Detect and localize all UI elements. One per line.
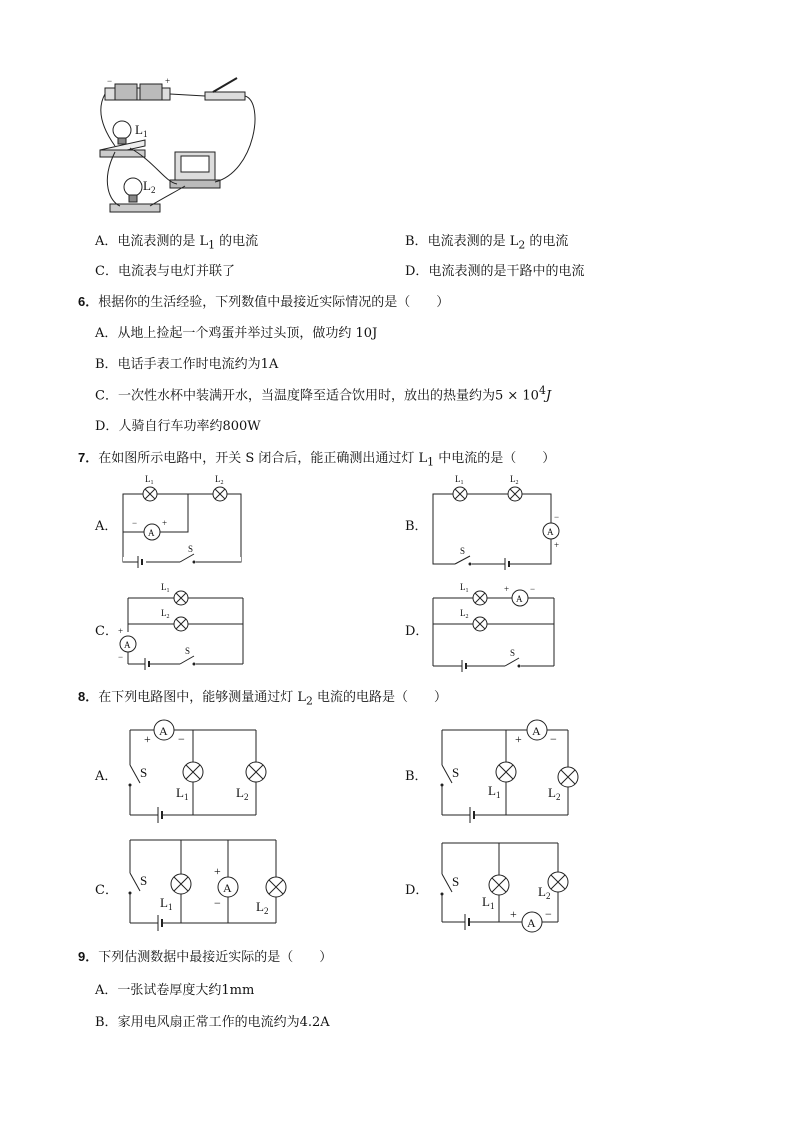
svg-text:L2: $L_2$ bbox=[548, 785, 561, 802]
svg-text:−: − bbox=[118, 652, 124, 662]
q8-circuit-a bbox=[118, 715, 268, 827]
svg-text:−: − bbox=[530, 584, 536, 594]
svg-text:+: + bbox=[554, 540, 560, 550]
svg-text:+: + bbox=[165, 76, 171, 86]
svg-text:L1: $L_1$ bbox=[460, 582, 469, 594]
q5-option-b[interactable]: B．电流表测的是 $L_2$ 的电流 bbox=[405, 234, 569, 252]
svg-text:A: A bbox=[527, 916, 536, 930]
q7-circuit-b bbox=[430, 472, 560, 572]
svg-text:L1: $L_1$ bbox=[135, 122, 148, 139]
svg-text:L2: $L_2$ bbox=[215, 474, 224, 486]
svg-text:L1: $L_1$ bbox=[482, 894, 495, 911]
svg-text:S: S bbox=[188, 544, 194, 554]
q9-option-a[interactable]: A．一张试卷厚度大约1mm bbox=[95, 983, 255, 998]
q8-circuit-c bbox=[118, 835, 283, 935]
svg-text:L1: $L_1$ bbox=[161, 582, 170, 594]
svg-text:L1: $L_1$ bbox=[160, 895, 173, 912]
svg-text:+: + bbox=[162, 518, 168, 528]
svg-text:−: − bbox=[132, 518, 138, 528]
q8-option-b-letter[interactable]: B． bbox=[405, 769, 428, 784]
q7-option-a-letter[interactable]: A． bbox=[95, 519, 118, 534]
svg-text:S: S bbox=[185, 646, 191, 656]
svg-text:S: S bbox=[452, 874, 460, 889]
svg-text:L2: $L_2$ bbox=[143, 178, 156, 195]
q8-option-a-letter[interactable]: A． bbox=[95, 769, 118, 784]
svg-text:+: + bbox=[510, 907, 517, 921]
q7-circuit-c bbox=[115, 580, 250, 670]
q5-option-d[interactable]: D．电流表测的是干路中的电流 bbox=[405, 264, 585, 279]
svg-text:−: − bbox=[545, 907, 552, 921]
svg-text:+: + bbox=[144, 732, 151, 746]
svg-text:A: A bbox=[223, 881, 232, 895]
svg-text:+: + bbox=[118, 626, 124, 636]
q9-stem: 9．下列估测数据中最接近实际的是（ ） bbox=[78, 949, 333, 965]
q8-circuit-b bbox=[430, 715, 580, 827]
svg-text:−: − bbox=[550, 732, 557, 746]
svg-text:S: S bbox=[460, 546, 466, 556]
svg-text:+: + bbox=[214, 864, 221, 878]
q6-option-a[interactable]: A．从地上捡起一个鸡蛋并举过头顶，做功约 10J bbox=[95, 326, 378, 341]
svg-text:S: S bbox=[452, 765, 460, 780]
q7-circuit-d bbox=[430, 580, 560, 670]
q7-option-c-letter[interactable]: C． bbox=[95, 624, 118, 639]
q5-l1-label: L bbox=[135, 122, 143, 137]
q5-option-c[interactable]: C．电流表与电灯并联了 bbox=[95, 264, 235, 279]
q6-stem: 6．根据你的生活经验，下列数值中最接近实际情况的是（ ） bbox=[78, 294, 450, 310]
svg-text:L1: $L_1$ bbox=[176, 785, 189, 802]
svg-text:L2: $L_2$ bbox=[161, 608, 170, 620]
q5-circuit-figure bbox=[95, 72, 285, 222]
q8-option-d-letter[interactable]: D． bbox=[405, 883, 429, 898]
svg-text:A: A bbox=[148, 528, 155, 538]
svg-text:L1: $L_1$ bbox=[488, 783, 501, 800]
q6-option-d[interactable]: D．人骑自行车功率约800W bbox=[95, 419, 261, 434]
q8-stem: 8．在下列电路图中，能够测量通过灯 $L_2$ 电流的电路是（ ） bbox=[78, 689, 448, 708]
svg-text:A: A bbox=[124, 640, 131, 650]
svg-text:L1: $L_1$ bbox=[145, 474, 154, 486]
q7-option-b-letter[interactable]: B． bbox=[405, 519, 428, 534]
svg-text:−: − bbox=[178, 732, 185, 746]
svg-text:+: + bbox=[515, 732, 522, 746]
svg-text:+: + bbox=[504, 584, 510, 594]
q7-circuit-a bbox=[120, 472, 245, 572]
q8-option-c-letter[interactable]: C． bbox=[95, 883, 118, 898]
q8-circuit-d bbox=[430, 838, 580, 938]
svg-text:A: A bbox=[159, 724, 168, 738]
q7-option-d-letter[interactable]: D． bbox=[405, 624, 429, 639]
svg-text:−: − bbox=[554, 512, 560, 522]
q6-option-b[interactable]: B．电话手表工作时电流约为1A bbox=[95, 357, 279, 372]
q5-option-a[interactable]: A．电流表测的是 $L_1$ 的电流 bbox=[95, 234, 259, 252]
svg-text:S: S bbox=[140, 765, 148, 780]
svg-text:L2: $L_2$ bbox=[256, 899, 269, 916]
svg-text:−: − bbox=[107, 76, 113, 86]
q7-stem: 7．在如图所示电路中，开关 S 闭合后，能正确测出通过灯 $L_1$ 中电流的是（ ） bbox=[78, 450, 556, 469]
svg-text:S: S bbox=[140, 873, 148, 888]
svg-text:L2: $L_2$ bbox=[236, 785, 249, 802]
svg-text:L1: $L_1$ bbox=[455, 474, 464, 486]
svg-text:A: A bbox=[547, 527, 554, 537]
q9-option-b[interactable]: B．家用电风扇正常工作的电流约为4.2A bbox=[95, 1015, 330, 1030]
q6-option-c[interactable]: C．一次性水杯中装满开水，当温度降至适合饮用时，放出的热量约为$5 \times 10^4J$ bbox=[95, 384, 552, 404]
svg-text:A: A bbox=[532, 724, 541, 738]
svg-text:L2: $L_2$ bbox=[460, 608, 469, 620]
svg-text:A: A bbox=[516, 594, 523, 604]
q5-l2-label: L bbox=[143, 178, 151, 193]
svg-text:L2: $L_2$ bbox=[510, 474, 519, 486]
svg-text:L2: $L_2$ bbox=[538, 884, 551, 901]
svg-text:−: − bbox=[214, 896, 221, 910]
svg-text:S: S bbox=[510, 648, 516, 658]
